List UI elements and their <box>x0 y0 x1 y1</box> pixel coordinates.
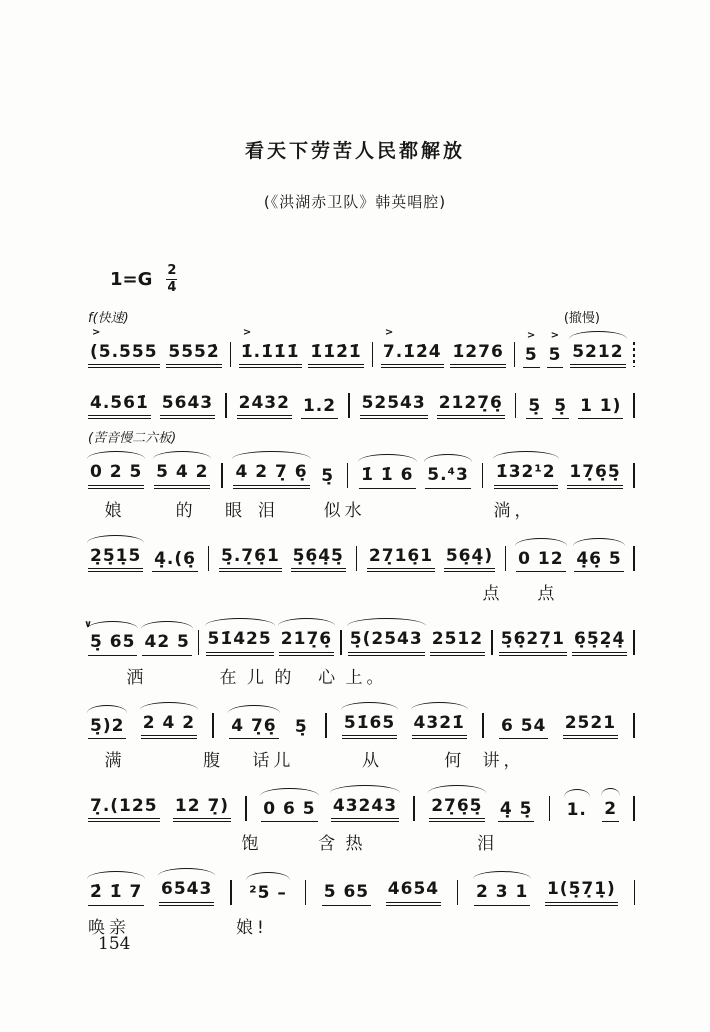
notes-row <box>84 613 636 655</box>
note-token <box>279 629 334 655</box>
note-token <box>565 800 589 822</box>
note-text: 2512 <box>431 629 484 650</box>
notes-row <box>88 530 636 572</box>
note-text: 51̇425 <box>207 629 272 650</box>
note-text: 5̣ <box>528 395 542 416</box>
note-token <box>88 796 160 822</box>
lyric-syllable: 淌， <box>493 500 536 521</box>
slur-arc <box>493 451 559 459</box>
lyric-syllable: 热 <box>345 834 367 855</box>
lyrics-row <box>88 663 636 688</box>
barline <box>245 796 247 821</box>
note-text: 1̇1̇2̇1̇ <box>310 341 362 362</box>
note-token <box>545 879 618 905</box>
note-text: 4.561̇ <box>90 392 149 413</box>
barline <box>515 393 517 418</box>
slur-arc <box>278 618 335 626</box>
note-token <box>261 799 317 822</box>
note-text: 5̣)2 <box>90 715 125 736</box>
note-token <box>141 713 197 739</box>
note-text: 2 4 2 <box>142 712 196 733</box>
page-number: 154 <box>98 934 131 954</box>
slur-arc <box>358 454 416 462</box>
note-text: 6 54 <box>500 715 547 736</box>
notes-row <box>88 446 636 488</box>
time-signature <box>166 264 177 296</box>
note-text: 5643 <box>161 392 214 413</box>
barline <box>347 463 349 488</box>
barline <box>634 880 636 905</box>
note-text: 6543 <box>161 879 213 900</box>
note-token <box>237 393 292 419</box>
slur-arc <box>228 705 279 713</box>
note-token <box>494 462 558 488</box>
note-token <box>386 879 441 905</box>
note-token <box>367 546 435 572</box>
note-text: 42 5 <box>144 632 190 653</box>
note-text: 2127̣6̣ <box>438 392 503 413</box>
lyric-syllable: 儿 <box>246 667 268 688</box>
slur-arc <box>87 621 138 629</box>
note-token <box>563 713 618 739</box>
note-text: 5.⁴3 <box>427 465 469 486</box>
lyric-syllable: 眼 <box>225 500 246 521</box>
note-token <box>574 549 623 572</box>
note-token <box>159 879 214 905</box>
note-text: 1. <box>566 799 587 820</box>
note-text: 2521 <box>564 712 617 733</box>
note-token <box>567 462 622 488</box>
note-token <box>437 393 505 419</box>
note-token <box>88 326 160 368</box>
note-token <box>219 546 282 572</box>
lyric-syllable: 讲， <box>482 750 525 771</box>
barline <box>225 393 227 418</box>
note-text: 51̇65 <box>343 712 396 733</box>
note-token <box>322 882 371 905</box>
note-text: 1̇.1̇1̇1̇ <box>240 341 300 362</box>
page-subtitle: (《洪湖赤卫队》韩英唱腔) <box>263 193 447 211</box>
lyric-syllable: 泪 <box>477 834 499 855</box>
note-text: 56̣4̣) <box>445 545 494 566</box>
lyric-syllable: 从 <box>362 750 383 771</box>
slur-arc <box>601 788 620 796</box>
note-token <box>381 326 444 368</box>
note-text: 5̣ 65 <box>90 632 136 653</box>
slur-arc <box>141 621 192 629</box>
note-token <box>474 882 530 905</box>
note-token <box>450 342 505 368</box>
note-text: 2432 <box>238 392 290 413</box>
key-signature <box>110 264 710 296</box>
note-token <box>547 329 564 368</box>
note-text: 4̣ 5̣ <box>499 798 533 819</box>
note-token <box>88 882 144 905</box>
slur-arc <box>411 702 468 710</box>
lyrics-row <box>88 829 636 854</box>
music-line <box>88 697 636 771</box>
note-token <box>523 329 540 368</box>
lyrics-row <box>88 579 636 604</box>
note-token <box>301 396 338 419</box>
barline <box>348 393 350 418</box>
lyrics-row <box>88 913 636 938</box>
note-token <box>360 393 428 419</box>
note-text: 1̇276 <box>452 341 504 362</box>
lyric-syllable: 含 <box>318 834 340 855</box>
note-token <box>602 799 619 822</box>
label-row <box>88 428 636 446</box>
slur-arc <box>515 538 566 546</box>
note-text: 7̣.(125 <box>90 795 158 816</box>
note-token <box>425 465 471 488</box>
note-token <box>229 716 278 739</box>
note-token <box>160 393 215 419</box>
note-text: 4̣6̣ 5 <box>576 548 622 569</box>
lyric-syllable: 心 <box>318 667 340 688</box>
music-line <box>88 308 636 368</box>
barline <box>633 713 635 738</box>
score <box>84 308 636 938</box>
note-token <box>239 326 302 368</box>
note-token <box>572 629 627 655</box>
notes-row <box>88 326 636 368</box>
lyric-syllable: 在 <box>219 667 241 688</box>
slur-arc <box>205 618 275 626</box>
note-text: 2 3 1 <box>475 882 529 903</box>
note-text: 4654 <box>387 879 440 900</box>
barline <box>212 713 214 738</box>
accent-mark: > <box>242 326 252 338</box>
barline <box>221 463 223 488</box>
note-token <box>526 396 543 419</box>
note-text: 5212 <box>572 341 624 362</box>
music-line <box>84 613 636 688</box>
barline <box>482 713 484 738</box>
barline <box>482 463 484 488</box>
barline <box>198 630 200 655</box>
barline <box>457 880 459 905</box>
music-line <box>88 863 636 937</box>
breath-mark: ∨ <box>84 619 93 631</box>
barline <box>325 713 327 738</box>
note-text: 0 6 5 <box>263 798 316 819</box>
slur-arc <box>87 705 127 713</box>
note-text: 4 2 7̣ 6̣ <box>235 462 308 483</box>
lyrics-row <box>88 496 636 521</box>
note-token <box>499 716 548 739</box>
slur-arc <box>87 451 145 459</box>
slur-arc <box>347 618 426 626</box>
lyric-syllable: 饱 <box>241 834 263 855</box>
meter-denominator: 4 <box>167 280 177 296</box>
note-text: 5 <box>548 344 562 365</box>
note-token <box>233 462 309 488</box>
note-text: 7.1̇2̇4̇ <box>382 341 442 362</box>
lyric-syllable: 唤亲 <box>88 917 130 938</box>
note-token <box>342 713 397 739</box>
barline <box>633 546 635 571</box>
music-line <box>88 377 636 419</box>
barline <box>413 796 415 821</box>
note-token <box>429 796 484 822</box>
note-token <box>293 717 310 739</box>
slur-arc <box>564 789 590 797</box>
note-text: 5 4 2 <box>156 462 209 483</box>
note-text: 5552̇ <box>168 341 220 362</box>
note-token <box>498 799 535 822</box>
notes-row <box>88 863 636 905</box>
slur-arc <box>140 702 198 710</box>
note-token <box>88 716 126 739</box>
note-text: 5 <box>524 344 538 365</box>
barline <box>633 342 635 367</box>
barline <box>230 342 232 367</box>
slur-arc <box>232 451 310 459</box>
barline <box>633 796 635 821</box>
note-token <box>173 796 231 822</box>
barline <box>549 796 551 821</box>
note-text: 0 12 <box>518 548 564 569</box>
note-token <box>152 549 198 572</box>
lyric-syllable: 似水 <box>323 500 366 521</box>
lyric-syllable: 的 <box>274 667 296 688</box>
note-token <box>88 462 144 488</box>
note-text: 5̣6̣27̣1 <box>500 629 565 650</box>
note-token <box>570 342 625 368</box>
music-line <box>88 530 636 604</box>
note-token <box>142 632 191 655</box>
lyric-syllable: 娘 <box>104 500 126 521</box>
lyric-syllable: 腹 <box>203 750 225 771</box>
barline <box>633 463 635 488</box>
note-token <box>308 342 363 368</box>
note-token <box>247 883 289 905</box>
note-text: 6̣5̣2̣4̣ <box>573 629 626 650</box>
accent-mark: > <box>92 326 101 338</box>
note-token <box>499 629 567 655</box>
note-token <box>412 713 467 739</box>
lyric-syllable: 洒 <box>126 667 148 688</box>
lyrics-row <box>88 746 636 771</box>
slur-arc <box>260 788 318 796</box>
label-row <box>88 308 636 326</box>
accent-mark: > <box>526 329 536 341</box>
slur-arc <box>341 702 398 710</box>
note-text: 1(5̣7̣1̣) <box>546 879 616 900</box>
note-token <box>88 393 151 419</box>
slur-arc <box>330 785 400 793</box>
note-token <box>88 546 143 572</box>
notes-row <box>88 697 636 739</box>
lyric-syllable: 的 <box>175 500 197 521</box>
note-text: 5̣.7̣6̣1 <box>221 545 280 566</box>
note-text: 52543 <box>361 392 426 413</box>
note-text: ²5 – <box>249 883 287 904</box>
tempo-label: f(快速) <box>88 310 129 326</box>
note-text: 4̣.(6̣ <box>154 548 196 569</box>
accent-mark: > <box>384 326 394 338</box>
note-token <box>348 629 425 655</box>
music-line <box>88 428 636 520</box>
lyric-syllable: 娘! <box>235 917 268 938</box>
note-token <box>552 396 569 419</box>
note-text: 27̣6̣5̣ <box>431 795 483 816</box>
note-token <box>444 546 495 572</box>
tempo-label: (苦音慢二六板) <box>88 431 177 447</box>
note-text: 0 2 5 <box>90 462 143 483</box>
note-text: 1.2 <box>302 395 337 416</box>
music-line <box>88 780 636 854</box>
note-text: 217̣6̣ <box>280 629 333 650</box>
note-text: 5̣(2543 <box>349 629 423 650</box>
barline <box>633 630 635 655</box>
note-token <box>291 546 346 572</box>
lyric-syllable: 点 <box>482 584 504 605</box>
note-token <box>84 619 137 655</box>
barline <box>340 630 342 655</box>
key-tonic: 1=G <box>110 269 153 291</box>
slur-arc <box>87 871 145 879</box>
accent-mark: > <box>550 329 559 341</box>
barline <box>356 546 358 571</box>
note-text: 5̣ <box>554 395 568 416</box>
barline <box>633 393 635 418</box>
note-text: (5.555 <box>90 341 158 362</box>
note-text: 2 <box>604 798 618 819</box>
lyric-syllable: 泪 <box>257 500 279 521</box>
page-title: 看天下劳苦人民都解放 <box>244 140 465 162</box>
note-text: 1 1) <box>580 395 622 416</box>
note-token <box>578 396 623 419</box>
note-token <box>359 465 415 488</box>
note-text: 43243 <box>332 795 398 816</box>
barline <box>372 342 374 367</box>
slur-arc <box>473 871 531 879</box>
note-token <box>206 629 274 655</box>
note-text: 17̣6̣5̣ <box>569 462 621 483</box>
note-text: 4 7̣6̣ <box>231 715 277 736</box>
note-text: 4321̇ <box>413 712 465 733</box>
note-text: 5̣ <box>321 466 335 487</box>
barline <box>208 546 210 571</box>
barline <box>230 880 232 905</box>
lyric-syllable: 何 <box>444 750 466 771</box>
note-text: 27̣16̣1 <box>368 545 434 566</box>
lyric-syllable: 话儿 <box>252 750 295 771</box>
note-text: 5̣ <box>294 716 308 737</box>
note-text: 5 65 <box>323 882 370 903</box>
tempo-label: (撤慢) <box>563 310 600 326</box>
barline <box>514 342 516 367</box>
barline <box>505 546 507 571</box>
slur-arc <box>424 454 472 462</box>
meter-numerator: 2 <box>167 263 177 278</box>
slur-arc <box>153 451 211 459</box>
note-token <box>430 629 485 655</box>
slur-arc <box>87 535 144 543</box>
note-token <box>331 796 399 822</box>
barline <box>305 880 307 905</box>
slur-arc <box>569 331 626 339</box>
slur-arc <box>246 872 290 880</box>
lyric-syllable: 点 <box>537 584 559 605</box>
note-token <box>154 462 210 488</box>
slur-arc <box>158 868 215 876</box>
notes-row <box>88 780 636 822</box>
notes-row <box>88 377 636 419</box>
slur-arc <box>428 785 485 793</box>
note-token <box>319 466 336 488</box>
note-text: 12 7̣) <box>174 795 230 816</box>
barline <box>491 630 493 655</box>
lyric-syllable: 满 <box>104 750 126 771</box>
lyric-syllable: 上。 <box>345 667 388 688</box>
note-text: 2̣5̣1̣5 <box>90 545 142 566</box>
note-text: 2̇ 1̇ 7 <box>90 882 143 903</box>
note-token <box>516 549 565 572</box>
note-token <box>166 342 221 368</box>
note-text: 1̇32¹2 <box>495 462 556 483</box>
note-text: 5̣6̣4̣5̣ <box>292 545 344 566</box>
slur-arc <box>573 538 624 546</box>
note-text: 1̇ 1̇ 6 <box>361 465 414 486</box>
